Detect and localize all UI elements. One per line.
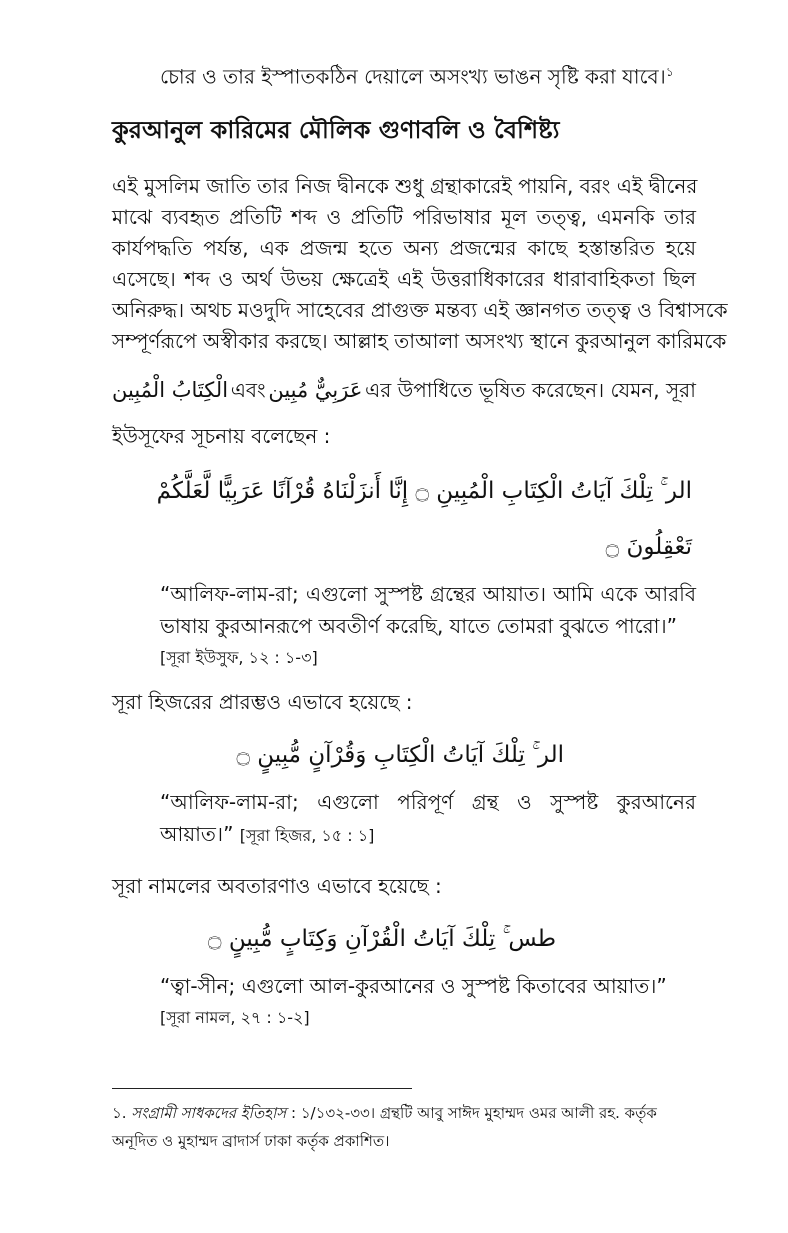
translation-line: “আলিফ-লাম-রা; এগুলো পরিপূর্ণ গ্রন্থ ও সুস্পষ্ট কুরআনের bbox=[160, 790, 696, 814]
verse-citation: [সূরা ইউসুফ, ১২ : ১-৩] bbox=[160, 648, 318, 667]
translation-line: ভাষায় কুরআনরূপে অবতীর্ণ করেছি, যাতে তোমরা বুঝতে পারো।” bbox=[160, 614, 677, 638]
footnote-line: অনূদিত ও মুহাম্মদ ব্রাদার্স ঢাকা কর্তৃক প্রকাশিত। bbox=[112, 1132, 390, 1150]
quran-verse: طس ۚ تِلْكَ آيَاتُ الْقُرْآنِ وَكِتَابٍ مُّبِينٍ ۝ bbox=[208, 926, 556, 952]
footnote-marker[interactable]: ১ bbox=[665, 65, 674, 79]
arabic-phrase: الْكِتَابُ الْمُبِين bbox=[112, 378, 229, 402]
translation-line: “আলিফ-লাম-রা; এগুলো সুস্পষ্ট গ্রন্থের আয়াত। আমি একে আরবি bbox=[160, 582, 696, 606]
quran-verse: الر ۚ تِلْكَ آيَاتُ الْكِتَابِ الْمُبِينِ ۝ إِنَّا أَنزَلْنَاهُ قُرْآنًا عَرَبِيًّا لَّعَلَّكُمْ bbox=[156, 478, 692, 504]
quran-verse: تَعْقِلُونَ ۝ bbox=[605, 534, 692, 560]
verse-citation: [সূরা নামল, ২৭ : ১-২] bbox=[160, 1008, 310, 1027]
translation-line bbox=[160, 820, 374, 850]
paragraph-line: এই মুসলিম জাতি তার নিজ দ্বীনকে শুধু গ্রন্থাকারেই পায়নি, বরং এই দ্বীনের bbox=[112, 174, 698, 198]
paragraph-line: মাঝে ব্যবহৃত প্রতিটি শব্দ ও প্রতিটি পরিভাষার মূল তত্ত্ব, এমনকি তার bbox=[112, 205, 696, 229]
paragraph-line: ইউসূফের সূচনায় বলেছেন : bbox=[112, 424, 331, 448]
footnote-source-title: সংগ্রামী সাধকদের ইতিহাস bbox=[131, 1104, 287, 1122]
paragraph-line: এসেছে। শব্দ ও অর্থ উভয় ক্ষেত্রেই এই উত্তরাধিকারের ধারাবাহিকতা ছিল bbox=[112, 267, 696, 291]
connector-text: এবং bbox=[230, 378, 266, 402]
intro-line: সূরা হিজরের প্রারম্ভও এভাবে হয়েছে : bbox=[112, 690, 413, 714]
footnote-reference: : ১/১৩২-৩৩। গ্রন্থটি আবু সাঈদ মুহাম্মদ ওমর আলী রহ. কর্তৃক bbox=[291, 1104, 657, 1122]
continuation-text: চোর ও তার ইস্পাতকঠিন দেয়ালে অসংখ্য ভাঙন সৃষ্টি করা যাবে। bbox=[160, 64, 666, 89]
paragraph-line-mixed bbox=[112, 376, 696, 404]
continuation-line bbox=[160, 58, 674, 91]
paragraph-tail: এর উপাধিতে ভূষিত করেছেন। যেমন, সূরা bbox=[365, 378, 696, 402]
paragraph-line: কার্যপদ্ধতি পর্যন্ত, এক প্রজন্ম হতে অন্য প্রজন্মের কাছে হস্তান্তরিত হয়ে bbox=[112, 236, 696, 260]
intro-line: সূরা নামলের অবতারণাও এভাবে হয়েছে : bbox=[112, 874, 442, 898]
translation-line: “ত্বা-সীন; এগুলো আল-কুরআনের ও সুস্পষ্ট কিতাবের আয়াত।” bbox=[160, 974, 667, 998]
footnote-divider bbox=[112, 1088, 412, 1089]
quran-verse: الر ۚ تِلْكَ آيَاتُ الْكِتَابِ وَقُرْآنٍ مُّبِينٍ ۝ bbox=[236, 742, 564, 768]
footnote-number: ১. bbox=[112, 1104, 127, 1122]
arabic-phrase: عَرَبِيٌّ مُبِين bbox=[268, 378, 363, 402]
verse-citation: [সূরা হিজর, ১৫ : ১] bbox=[239, 826, 375, 845]
paragraph-line: অনিরুদ্ধ। অথচ মওদুদি সাহেবের প্রাগুক্ত মন্তব্য এই জ্ঞানগত তত্ত্ব ও বিশ্বাসকে bbox=[112, 298, 728, 322]
translation-text: আয়াত।” bbox=[160, 822, 234, 846]
paragraph-line: সম্পূর্ণরূপে অস্বীকার করছে। আল্লাহ তাআলা অসংখ্য স্থানে কুরআনুল কারিমকে bbox=[112, 329, 727, 353]
footnote-line bbox=[112, 1102, 657, 1124]
section-heading: কুরআনুল কারিমের মৌলিক গুণাবলি ও বৈশিষ্ট্য bbox=[112, 116, 560, 144]
